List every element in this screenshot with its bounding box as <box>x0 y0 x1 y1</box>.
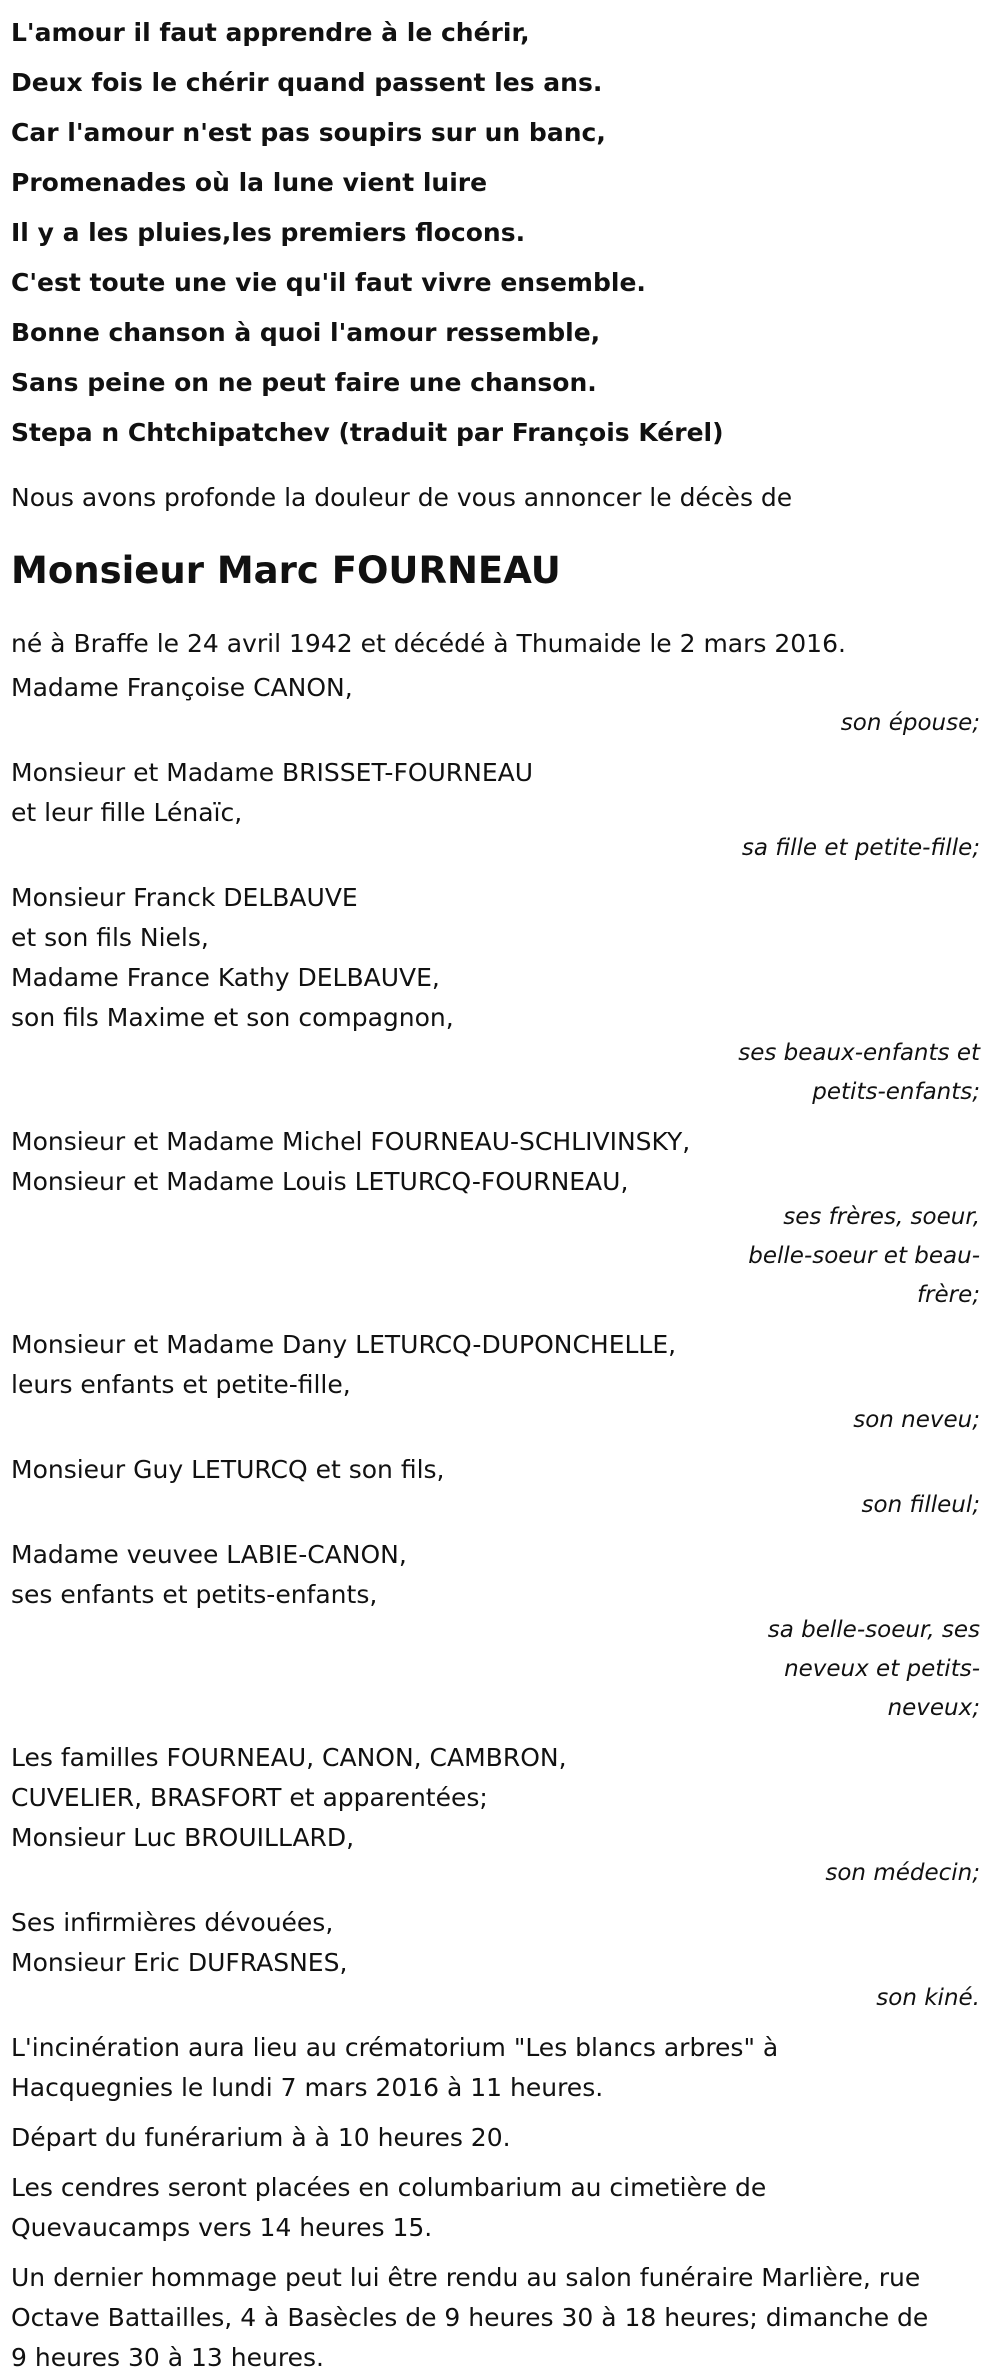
family-group <box>11 1903 980 2018</box>
family-names <box>11 1903 980 1983</box>
family-name-line: Monsieur Luc BROUILLARD, <box>11 1823 355 1852</box>
family-names <box>11 1450 980 1490</box>
paragraph-line: Départ du funérarium à à 10 heures 20. <box>11 2123 511 2152</box>
poem <box>11 0 980 458</box>
poem-line: C'est toute une vie qu'il faut vivre ensemble. <box>11 268 646 297</box>
family-group <box>11 668 980 743</box>
family-name-line: CUVELIER, BRASFORT et apparentées; <box>11 1783 488 1812</box>
poem-line: L'amour il faut apprendre à le chérir, <box>11 18 530 47</box>
family-names <box>11 1122 980 1202</box>
paragraph-line: Quevaucamps vers 14 heures 15. <box>11 2213 433 2242</box>
family-relation: son épouse; <box>840 710 980 736</box>
family-group <box>11 1535 980 1728</box>
family-name-line: Monsieur et Madame BRISSET-FOURNEAU <box>11 758 534 787</box>
family-names <box>11 753 980 833</box>
family-list <box>11 668 980 2018</box>
paragraph-line: Un dernier hommage peut lui être rendu au salon funéraire Marlière, rue <box>11 2263 921 2292</box>
family-names <box>11 1738 980 1858</box>
family-group <box>11 1450 980 1525</box>
family-name-line: Madame France Kathy DELBAUVE, <box>11 963 440 992</box>
paragraph-line: L'incinération aura lieu au crématorium "Les blancs arbres" à <box>11 2033 779 2062</box>
paragraph-line: Octave Battailles, 4 à Basècles de 9 heures 30 à 18 heures; dimanche de <box>11 2303 929 2332</box>
paragraph-line: 9 heures 30 à 13 heures. <box>11 2343 324 2372</box>
poem-line: Deux fois le chérir quand passent les ans. <box>11 68 603 97</box>
family-names <box>11 878 980 1038</box>
family-name-line: Madame veuvee LABIE-CANON, <box>11 1540 407 1569</box>
family-name-line: ses enfants et petits-enfants, <box>11 1580 378 1609</box>
family-names <box>11 1325 980 1405</box>
poem-attribution: Stepa n Chtchipatchev (traduit par François Kérel) <box>11 418 724 447</box>
family-name-line: Les familles FOURNEAU, CANON, CAMBRON, <box>11 1743 567 1772</box>
family-name-line: et leur fille Lénaïc, <box>11 798 243 827</box>
poem-line: Sans peine on ne peut faire une chanson. <box>11 368 597 397</box>
family-relation: son filleul; <box>861 1492 980 1518</box>
family-name-line: Monsieur Franck DELBAUVE <box>11 883 358 912</box>
poem-line: Promenades où la lune vient luire <box>11 168 488 197</box>
ceremony-details <box>11 2028 980 2378</box>
poem-line: Il y a les pluies,les premiers flocons. <box>11 218 526 247</box>
announcement-intro: Nous avons profonde la douleur de vous annoncer le décès de <box>11 483 793 512</box>
family-names <box>11 1535 980 1615</box>
family-name-line: Ses infirmières dévouées, <box>11 1908 334 1937</box>
family-name-line: Monsieur et Madame Michel FOURNEAU-SCHLIVINSKY, <box>11 1127 691 1156</box>
poem-line: Bonne chanson à quoi l'amour ressemble, <box>11 318 601 347</box>
family-name-line: Monsieur Guy LETURCQ et son fils, <box>11 1455 445 1484</box>
family-relation: son médecin; <box>825 1860 980 1886</box>
family-name-line: son fils Maxime et son compagnon, <box>11 1003 454 1032</box>
family-relation: ses frères, soeur, belle-soeur et beau-frère; <box>748 1204 980 1308</box>
family-relation: sa belle-soeur, ses neveux et petits-neveux; <box>767 1617 980 1721</box>
paragraph-line: Hacquegnies le lundi 7 mars 2016 à 11 heures. <box>11 2073 604 2102</box>
family-relation: ses beaux-enfants et petits-enfants; <box>738 1040 980 1105</box>
departure-paragraph <box>11 2118 980 2158</box>
birth-death-line: né à Braffe le 24 avril 1942 et décédé à Thumaide le 2 mars 2016. <box>11 629 846 658</box>
family-group <box>11 1325 980 1440</box>
family-relation: sa fille et petite-fille; <box>741 835 980 861</box>
cremation-paragraph <box>11 2028 980 2108</box>
family-name-line: leurs enfants et petite-fille, <box>11 1370 351 1399</box>
family-relation: son kiné. <box>876 1985 980 2011</box>
family-name-line: Madame Françoise CANON, <box>11 673 353 702</box>
family-name-line: Monsieur et Madame Dany LETURCQ-DUPONCHELLE, <box>11 1330 677 1359</box>
tribute-paragraph <box>11 2258 980 2378</box>
family-group <box>11 1738 980 1893</box>
family-group <box>11 1122 980 1315</box>
family-name-line: et son fils Niels, <box>11 923 209 952</box>
family-name-line: Monsieur et Madame Louis LETURCQ-FOURNEAU, <box>11 1167 629 1196</box>
paragraph-line: Les cendres seront placées en columbarium au cimetière de <box>11 2173 767 2202</box>
deceased-name: Monsieur Marc FOURNEAU <box>11 549 561 592</box>
family-group <box>11 753 980 868</box>
family-group <box>11 878 980 1112</box>
poem-line: Car l'amour n'est pas soupirs sur un banc, <box>11 118 606 147</box>
family-name-line: Monsieur Eric DUFRASNES, <box>11 1948 348 1977</box>
ashes-paragraph <box>11 2168 980 2248</box>
family-relation: son neveu; <box>853 1407 980 1433</box>
family-names <box>11 668 980 708</box>
